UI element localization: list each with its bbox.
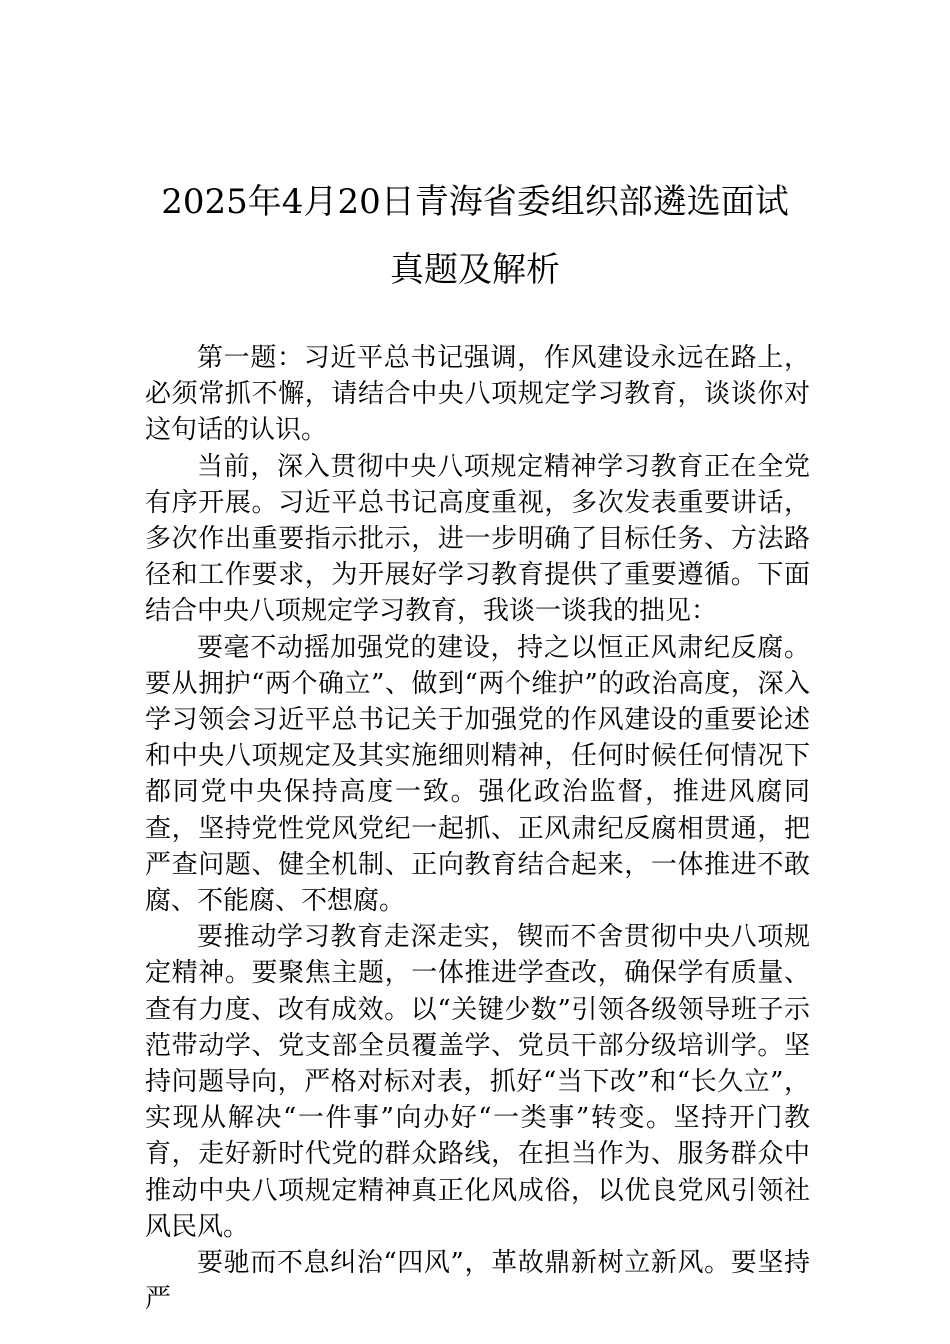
document-title-line-2: 真题及解析	[390, 250, 560, 290]
document-body	[145, 340, 810, 1317]
paragraph-point-2: 要推动学习教育走深走实，锲而不舍贯彻中央八项规定精神。要聚焦主题，一体推进学查改，确保学有质量、查有力度、改有成效。以“关键少数”引领各级领导班子示范带动学、党支部全员覆盖学、党员干部分级培训学。坚持问题导向，严格对标对表，抓好“当下改”和“长久立”，实现从解决“一件事”向办好“一类事”转变。坚持开门教育，走好新时代党的群众路线，在担当作为、服务群众中推动中央八项规定精神真正化风成俗，以优良党风引领社风民风。	[145, 922, 810, 1242]
paragraph-question: 第一题：习近平总书记强调，作风建设永远在路上，必须常抓不懈，请结合中央八项规定学习教育，谈谈你对这句话的认识。	[145, 343, 810, 446]
paragraph-point-3: 要驰而不息纠治“四风”，革故鼎新树立新风。要坚持严	[145, 1248, 810, 1315]
document-title-line-1: 2025年4月20日青海省委组织部遴选面试	[161, 182, 789, 222]
paragraph-point-1: 要毫不动摇加强党的建设，持之以恒正风肃纪反腐。要从拥护“两个确立”、做到“两个维护”的政治高度，深入学习领会习近平总书记关于加强党的作风建设的重要论述和中央八项规定及其实施细则精神，任何时候任何情况下都同党中央保持高度一致。强化政治监督，推进风腐同查，坚持党性党风党纪一起抓、正风肃纪反腐相贯通，把严查问题、健全机制、正向教育结合起来，一体推进不敢腐、不能腐、不想腐。	[145, 632, 810, 917]
paragraph-intro: 当前，深入贯彻中央八项规定精神学习教育正在全党有序开展。习近平总书记高度重视，多次发表重要讲话，多次作出重要指示批示，进一步明确了目标任务、方法路径和工作要求，为开展好学习教育提供了重要遵循。下面结合中央八项规定学习教育，我谈一谈我的拙见：	[145, 451, 810, 627]
